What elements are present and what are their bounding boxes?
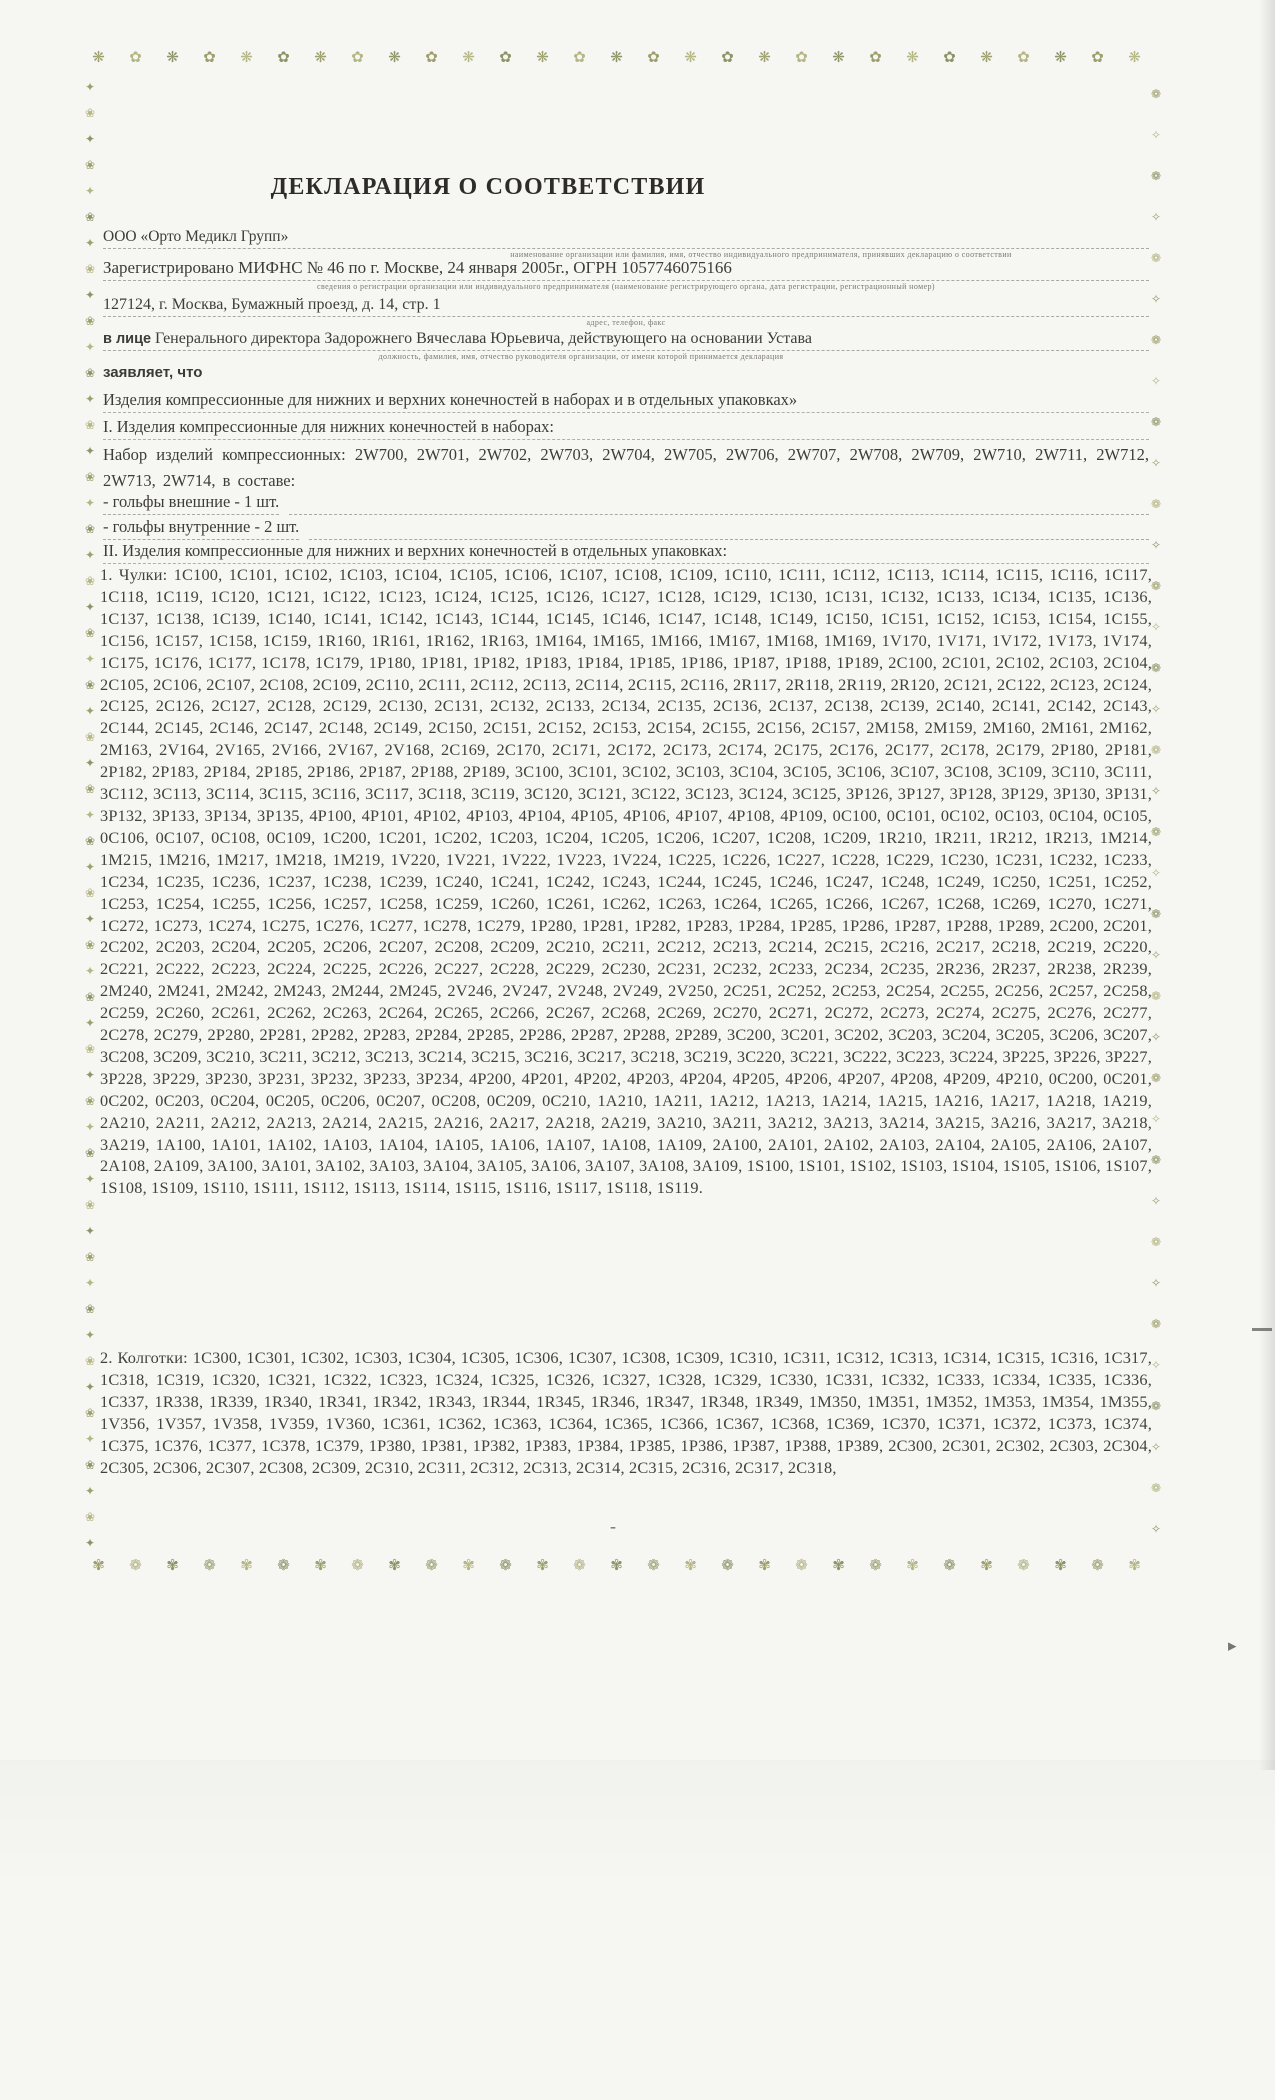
section-1-heading: I. Изделия компрессионные для нижних конечностей в наборах:: [103, 417, 1149, 440]
scan-artifact-arrow-icon: ▸: [1228, 1636, 1237, 1655]
address-caption: адрес, телефон, факс: [586, 318, 666, 327]
organization-caption: наименование организации или фамилия, имя, отчество индивидуального предпринимателя, принявших декларацию о соответствии: [510, 250, 1012, 259]
set-item-inner-socks: [103, 517, 1149, 540]
tights-code-list: [100, 1347, 1152, 1478]
dotted-rule: [309, 523, 1149, 541]
document-title: ДЕКЛАРАЦИЯ О СООТВЕТСТВИИ: [270, 174, 706, 200]
registration-field: [103, 258, 1149, 291]
tights-label: 2. Колготки:: [100, 1348, 188, 1367]
stockings-code-list: [100, 564, 1152, 1199]
representative-label: в лице: [103, 331, 152, 347]
decorative-border-right-ornament-icon: ❁ ✧ ❁ ✧ ❁ ✧ ❁ ✧ ❁ ✧ ❁ ✧ ❁ ✧ ❁ ✧ ❁ ✧ ❁ ✧ ❁ ✧ ❁ ✧ ❁ ✧ ❁ ✧ ❁ ✧ ❁ ✧ ❁ ✧ ❁ ✧: [1150, 87, 1162, 1536]
registration-caption: сведения о регистрации организации или индивидуального предпринимателя (наименование регистрирующего органа, дата регистрации, регистрационный номер): [317, 282, 935, 291]
dotted-rule: [289, 498, 1149, 516]
decorative-border-top-ornament-icon: ❋ ✿ ❋ ✿ ❋ ✿ ❋ ✿ ❋ ✿ ❋ ✿ ❋ ✿ ❋ ✿ ❋ ✿ ❋ ✿ ❋ ✿ ❋ ✿ ❋ ✿ ❋ ✿ ❋: [92, 50, 1141, 66]
organization-field: [103, 228, 1149, 259]
scan-artifact-tick: [1252, 1328, 1272, 1331]
declaration-subject: Изделия компрессионные для нижних и верхних конечностей в наборах и в отдельных упаковках»: [103, 390, 1149, 413]
declares-label: заявляет, что: [103, 364, 203, 381]
address-value: 127124, г. Москва, Бумажный проезд, д. 14, стр. 1: [103, 296, 1149, 317]
address-field: [103, 296, 1149, 327]
decorative-border-bottom-ornament-icon: ✾ ❁ ✾ ❁ ✾ ❁ ✾ ❁ ✾ ❁ ✾ ❁ ✾ ❁ ✾ ❁ ✾ ❁ ✾ ❁ ✾ ❁ ✾ ❁ ✾ ❁ ✾ ❁ ✾: [92, 1558, 1141, 1574]
stockings-label: 1. Чулки:: [100, 565, 168, 584]
set-item-text: - гольфы внутренние - 2 шт.: [103, 517, 299, 540]
registration-info: Зарегистрировано МИФНС № 46 по г. Москве, 24 января 2005г., ОГРН 1057746075166: [103, 258, 1149, 281]
scan-artifact-dash: -: [610, 1516, 616, 1536]
section-2-heading: II. Изделия компрессионные для нижних и верхних конечностей в отдельных упаковках:: [103, 541, 1149, 564]
representative-value: Генерального директора Задорожнего Вячеслава Юрьевича, действующего на основании Устава: [155, 330, 812, 347]
scan-edge-shadow: [1259, 0, 1275, 1770]
organization-name: ООО «Орто Медикл Групп»: [103, 228, 1149, 249]
tights-codes: 1C300, 1C301, 1C302, 1C303, 1C304, 1C305, 1C306, 1C307, 1C308, 1C309, 1C310, 1C311, 1C312, 1C313, 1C314, 1C315, 1C316, 1C317, 1C318, 1C319, 1C320, 1C321, 1C322, 1C323, 1C324, 1C325, 1C326, 1C327, 1C328, 1C329, 1C330, 1C331, 1C332, 1C333, 1C334, 1C335, 1C336, 1C337, 1R338, 1R339, 1R340, 1R341, 1R342, 1R343, 1R344, 1R345, 1R346, 1R347, 1R348, 1R349, 1M350, 1M351, 1M352, 1M353, 1M354, 1M355, 1V356, 1V357, 1V358, 1V359, 1V360, 1C361, 1C362, 1C363, 1C364, 1C365, 1C366, 1C367, 1C368, 1C369, 1C370, 1C371, 1C372, 1C373, 1C374, 1C375, 1C376, 1C377, 1C378, 1C379, 1P380, 1P381, 1P382, 1P383, 1P384, 1P385, 1P386, 1P387, 1P388, 1P389, 2C300, 2C301, 2C302, 2C303, 2C304, 2C305, 2C306, 2C307, 2C308, 2C309, 2C310, 2C311, 2C312, 2C313, 2C314, 2C315, 2C316, 2C317, 2C318,: [100, 1348, 1152, 1477]
decorative-border-left-ornament-icon: ✦ ❀ ✦ ❀ ✦ ❀ ✦ ❀ ✦ ❀ ✦ ❀ ✦ ❀ ✦ ❀ ✦ ❀ ✦ ❀ ✦ ❀ ✦ ❀ ✦ ❀ ✦ ❀ ✦ ❀ ✦ ❀ ✦ ❀ ✦ ❀ ✦ ❀ ✦ ❀ ✦ ❀ ✦ ❀ ✦ ❀ ✦ ❀ ✦ ❀ ✦ ❀ ✦ ❀ ✦ ❀ ✦: [84, 80, 96, 1550]
set-composition-line: Набор изделий компрессионных: 2W700, 2W701, 2W702, 2W703, 2W704, 2W705, 2W706, 2W707, 2W708, 2W709, 2W710, 2W711, 2W712, 2W713, 2W714, в составе:: [103, 445, 1149, 490]
set-item-outer-socks: [103, 492, 1149, 515]
scan-bottom-shading: [0, 1760, 1275, 2100]
representative-field: [103, 330, 1149, 361]
stockings-codes: 1C100, 1C101, 1C102, 1C103, 1C104, 1C105, 1C106, 1C107, 1C108, 1C109, 1C110, 1C111, 1C112, 1C113, 1C114, 1C115, 1C116, 1C117, 1C118, 1C119, 1C120, 1C121, 1C122, 1C123, 1C124, 1C125, 1C126, 1C127, 1C128, 1C129, 1C130, 1C131, 1C132, 1C133, 1C134, 1C135, 1C136, 1C137, 1C138, 1C139, 1C140, 1C141, 1C142, 1C143, 1C144, 1C145, 1C146, 1C147, 1C148, 1C149, 1C150, 1C151, 1C152, 1C153, 1C154, 1C155, 1C156, 1C157, 1C158, 1C159, 1R160, 1R161, 1R162, 1R163, 1M164, 1M165, 1M166, 1M167, 1M168, 1M169, 1V170, 1V171, 1V172, 1V173, 1V174, 1C175, 1C176, 1C177, 1C178, 1C179, 1P180, 1P181, 1P182, 1P183, 1P184, 1P185, 1P186, 1P187, 1P188, 1P189, 2C100, 2C101, 2C102, 2C103, 2C104, 2C105, 2C106, 2C107, 2C108, 2C109, 2C110, 2C111, 2C112, 2C113, 2C114, 2C115, 2C116, 2R117, 2R118, 2R119, 2R120, 2C121, 2C122, 2C123, 2C124, 2C125, 2C126, 2C127, 2C128, 2C129, 2C130, 2C131, 2C132, 2C133, 2C134, 2C135, 2C136, 2C137, 2C138, 2C139, 2C140, 2C141, 2C142, 2C143, 2C144, 2C145, 2C146, 2C147, 2C148, 2C149, 2C150, 2C151, 2C152, 2C153, 2C154, 2C155, 2C156, 2C157, 2M158, 2M159, 2M160, 2M161, 2M162, 2M163, 2V164, 2V165, 2V166, 2V167, 2V168, 2C169, 2C170, 2C171, 2C172, 2C173, 2C174, 2C175, 2C176, 2C177, 2C178, 2C179, 2P180, 2P181, 2P182, 2P183, 2P184, 2P185, 2P186, 2P187, 2P188, 2P189, 3C100, 3C101, 3C102, 3C103, 3C104, 3C105, 3C106, 3C107, 3C108, 3C109, 3C110, 3C111, 3C112, 3C113, 3C114, 3C115, 3C116, 3C117, 3C118, 3C119, 3C120, 3C121, 3C122, 3C123, 3C124, 3C125, 3P126, 3P127, 3P128, 3P129, 3P130, 3P131, 3P132, 3P133, 3P134, 3P135, 4P100, 4P101, 4P102, 4P103, 4P104, 4P105, 4P106, 4P107, 4P108, 4P109, 0C100, 0C101, 0C102, 0C103, 0C104, 0C105, 0C106, 0C107, 0C108, 0C109, 1C200, 1C201, 1C202, 1C203, 1C204, 1C205, 1C206, 1C207, 1C208, 1C209, 1R210, 1R211, 1R212, 1R213, 1M214, 1M215, 1M216, 1M217, 1M218, 1M219, 1V220, 1V221, 1V222, 1V223, 1V224, 1C225, 1C226, 1C227, 1C228, 1C229, 1C230, 1C231, 1C232, 1C233, 1C234, 1C235, 1C236, 1C237, 1C238, 1C239, 1C240, 1C241, 1C242, 1C243, 1C244, 1C245, 1C246, 1C247, 1C248, 1C249, 1C250, 1C251, 1C252, 1C253, 1C254, 1C255, 1C256, 1C257, 1C258, 1C259, 1C260, 1C261, 1C262, 1C263, 1C264, 1C265, 1C266, 1C267, 1C268, 1C269, 1C270, 1C271, 1C272, 1C273, 1C274, 1C275, 1C276, 1C277, 1C278, 1C279, 1P280, 1P281, 1P282, 1P283, 1P284, 1P285, 1P286, 1P287, 1P288, 1P289, 2C200, 2C201, 2C202, 2C203, 2C204, 2C205, 2C206, 2C207, 2C208, 2C209, 2C210, 2C211, 2C212, 2C213, 2C214, 2C215, 2C216, 2C217, 2C218, 2C219, 2C220, 2C221, 2C222, 2C223, 2C224, 2C225, 2C226, 2C227, 2C228, 2C229, 2C230, 2C231, 2C232, 2C233, 2C234, 2C235, 2R236, 2R237, 2R238, 2R239, 2M240, 2M241, 2M242, 2M243, 2M244, 2M245, 2V246, 2V247, 2V248, 2V249, 2V250, 2C251, 2C252, 2C253, 2C254, 2C255, 2C256, 2C257, 2C258, 2C259, 2C260, 2C261, 2C262, 2C263, 2C264, 2C265, 2C266, 2C267, 2C268, 2C269, 2C270, 2C271, 2C272, 2C273, 2C274, 2C275, 2C276, 2C277, 2C278, 2C279, 2P280, 2P281, 2P282, 2P283, 2P284, 2P285, 2P286, 2P287, 2P288, 2P289, 3C200, 3C201, 3C202, 3C203, 3C204, 3C205, 3C206, 3C207, 3C208, 3C209, 3C210, 3C211, 3C212, 3C213, 3C214, 3C215, 3C216, 3C217, 3C218, 3C219, 3C220, 3C221, 3C222, 3C223, 3C224, 3P225, 3P226, 3P227, 3P228, 3P229, 3P230, 3P231, 3P232, 3P233, 3P234, 4P200, 4P201, 4P202, 4P203, 4P204, 4P205, 4P206, 4P207, 4P208, 4P209, 4P210, 0C200, 0C201, 0C202, 0C203, 0C204, 0C205, 0C206, 0C207, 0C208, 0C209, 0C210, 1A210, 1A211, 1A212, 1A213, 1A214, 1A215, 1A216, 1A217, 1A218, 1A219, 2A210, 2A211, 2A212, 2A213, 2A214, 2A215, 2A216, 2A217, 2A218, 2A219, 3A210, 3A211, 3A212, 3A213, 3A214, 3A215, 3A216, 3A217, 3A218, 3A219, 1A100, 1A101, 1A102, 1A103, 1A104, 1A105, 1A106, 1A107, 1A108, 1A109, 2A100, 2A101, 2A102, 2A103, 2A104, 2A105, 2A106, 2A107, 2A108, 2A109, 3A100, 3A101, 3A102, 3A103, 3A104, 3A105, 3A106, 3A107, 3A108, 3A109, 1S100, 1S101, 1S102, 1S103, 1S104, 1S105, 1S106, 1S107, 1S108, 1S109, 1S110, 1S111, 1S112, 1S113, 1S114, 1S115, 1S116, 1S117, 1S118, 1S119.: [100, 565, 1152, 1198]
set-item-text: - гольфы внешние - 1 шт.: [103, 492, 279, 515]
representative-caption: должность, фамилия, имя, отчество руководителя организации, от имени которой принимается декларация: [378, 352, 784, 361]
representative-line: [103, 330, 1149, 351]
